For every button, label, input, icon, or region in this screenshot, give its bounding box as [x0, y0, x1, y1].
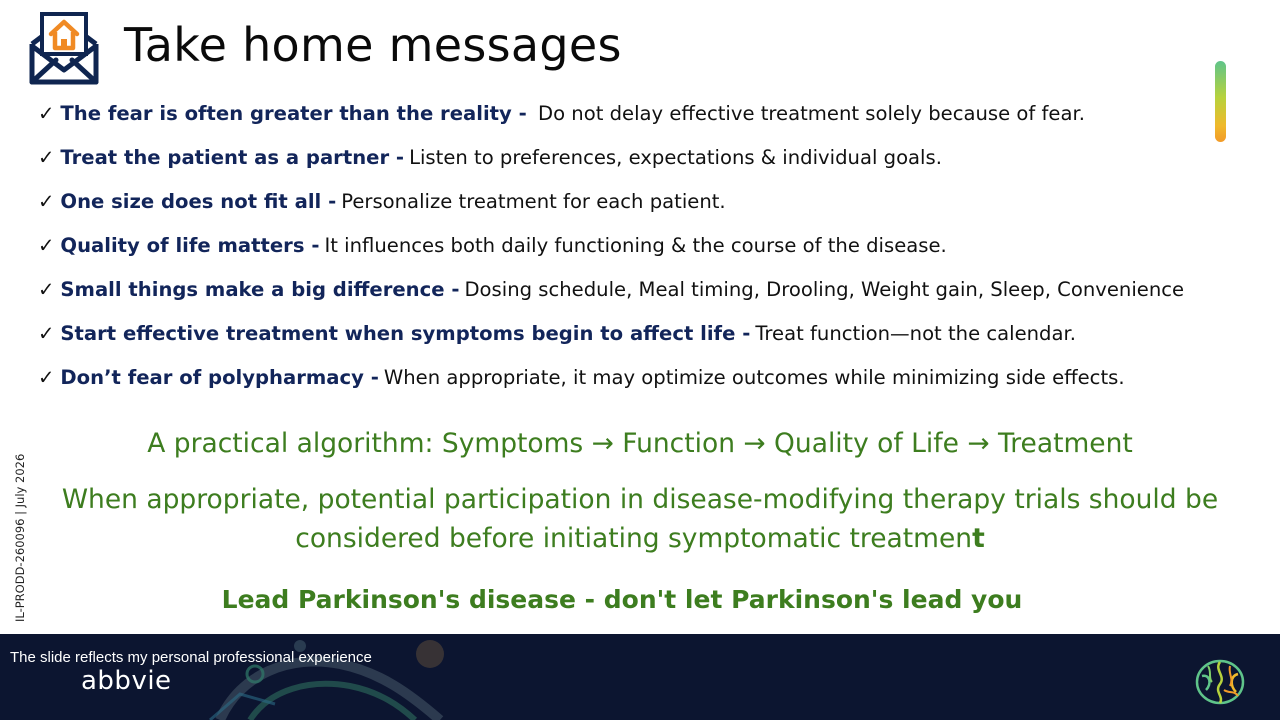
tagline: Lead Parkinson's disease - don't let Parkinson's lead you — [221, 585, 1023, 614]
trial-line-1: When appropriate, potential participation in disease-modifying therapy trials should be — [61, 484, 1219, 515]
abbvie-logo: abbvie — [81, 666, 172, 696]
checkmark-icon: ✓ — [38, 190, 55, 213]
trial-line-2-end: t — [972, 523, 985, 554]
checkmark-icon: ✓ — [38, 278, 55, 301]
accent-bar — [1215, 61, 1226, 142]
message-heading: Small things make a big difference - — [60, 278, 460, 301]
checkmark-icon: ✓ — [38, 146, 55, 169]
decorative-network-art — [180, 634, 500, 720]
list-item — [38, 140, 1184, 184]
checkmark-icon: ✓ — [38, 366, 55, 389]
list-item — [38, 360, 1184, 404]
message-heading: Quality of life matters - — [60, 234, 320, 257]
message-heading: Start effective treatment when symptoms begin to affect life - — [60, 322, 751, 345]
brain-logo-icon — [1194, 656, 1246, 708]
message-text: When appropriate, it may optimize outcomes while minimizing side effects. — [383, 366, 1125, 389]
message-heading: One size does not fit all - — [60, 190, 337, 213]
checkmark-icon: ✓ — [38, 322, 55, 345]
house-envelope-icon — [26, 10, 102, 88]
checkmark-icon: ✓ — [38, 102, 55, 125]
trial-statement — [0, 480, 1280, 558]
message-list — [38, 96, 1184, 404]
message-text: It influences both daily functioning & the course of the disease. — [324, 234, 947, 257]
message-heading: Don’t fear of polypharmacy - — [60, 366, 379, 389]
page-title: Take home messages — [124, 18, 622, 72]
message-text: Personalize treatment for each patient. — [341, 190, 726, 213]
footer — [0, 634, 1280, 720]
message-text: Dosing schedule, Meal timing, Drooling, Weight gain, Sleep, Convenience — [464, 278, 1185, 301]
list-item — [38, 272, 1184, 316]
list-item — [38, 228, 1184, 272]
trial-line-2-text: considered before initiating symptomatic treatmen — [295, 523, 973, 554]
message-text: Listen to preferences, expectations & individual goals. — [409, 146, 942, 169]
trial-line-2 — [0, 519, 1280, 558]
message-text: Do not delay effective treatment solely because of fear. — [531, 102, 1085, 125]
message-heading: The fear is often greater than the reality - — [60, 102, 527, 125]
algorithm-statement: A practical algorithm: Symptoms → Function → Quality of Life → Treatment — [147, 428, 1133, 459]
list-item — [38, 316, 1184, 360]
message-heading: Treat the patient as a partner - — [60, 146, 405, 169]
list-item — [38, 96, 1184, 140]
disclaimer-text: The slide reflects my personal professional experience — [10, 649, 372, 666]
list-item — [38, 184, 1184, 228]
document-code: IL-PRODD-260096 | July 2026 — [13, 453, 27, 622]
checkmark-icon: ✓ — [38, 234, 55, 257]
message-text: Treat function—not the calendar. — [755, 322, 1076, 345]
